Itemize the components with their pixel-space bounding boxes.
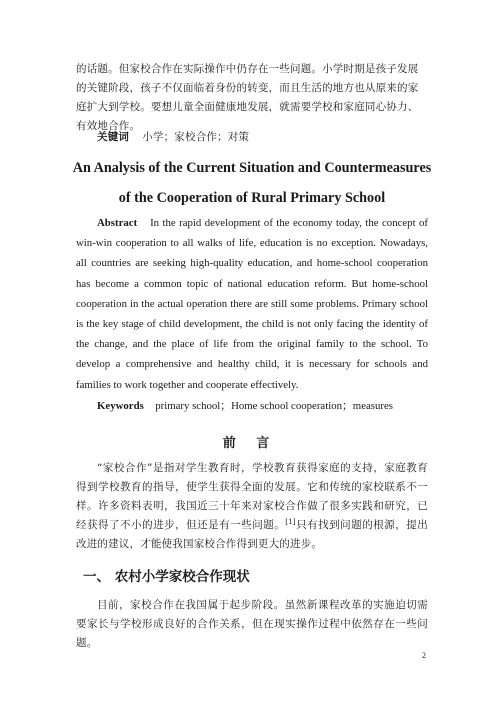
section-heading-1: 一、 农村小学家校合作现状 [83,569,250,585]
chinese-abstract-continuation: 的话题。但家校合作在实际操作中仍存在一些问题。小学时期是孩子发展的关键阶段，孩子不仅面临着身份的转变，而且生活的地方也从原来的家庭扩大到学校。要想儿童全面健康地发展，就需要学校和家庭同心协力、有效地合作。 [76,63,419,132]
english-abstract-label: Abstract [97,217,138,229]
english-title-line-2: of the Cooperation of Rural Primary School [118,190,386,206]
english-keywords [76,396,428,416]
citation-reference: [1] [285,518,296,526]
section-1-paragraph: 目前，家校合作在我国属于起步阶段。虽然新课程改革的实施迫切需要家长与学校形成良好的合作关系，但在现实操作过程中依然存在一些问题。 [76,599,428,649]
preface-text-part-2: 只有找到问题的根源，提出改进的建议，才能使我国家校合作得到更大的进步。 [76,519,428,550]
english-abstract [76,213,428,395]
english-title-line-1: An Analysis of the Current Situation and Countermeasures [72,160,432,176]
page-number: 2 [422,651,426,660]
english-abstract-text: In the rapid development of the economy today, the concept of win-win cooperation to all walks of life, education is no exception. Nowadays, all countries are seeking high-quality education, and home-school cooperation has become a common topic of national education reform. But home-school cooperation in the actual operation there are still some problems. Primary school is the key stage of child development, the child is not only facing the identity of the change, and the place of life from the original family to the school. To develop a comprehensive and healthy child, it is necessary for schools and families to work together and cooperate effectively. [76,217,428,391]
preface-paragraph [76,459,428,554]
english-keywords-label: Keywords [97,400,144,412]
chinese-keywords-label: 关键词 [97,131,130,143]
chinese-keywords-text: 小学；家校合作；对策 [142,131,250,143]
chinese-keywords [76,128,428,147]
preface-title: 前 言 [222,436,278,451]
english-keywords-text: primary school；Home school cooperation；measures [155,400,393,412]
preface-text-part-1: “家校合作”是指对学生教育时，学校教育获得家庭的支持，家庭教育得到学校教育的指导，使学生获得全面的发展。它和传统的家校联系不一样。许多资料表明，我国近三十年来对家校合作做了很多实践和研究，已经获得了不小的进步，但还是有一些问题。 [76,462,428,531]
